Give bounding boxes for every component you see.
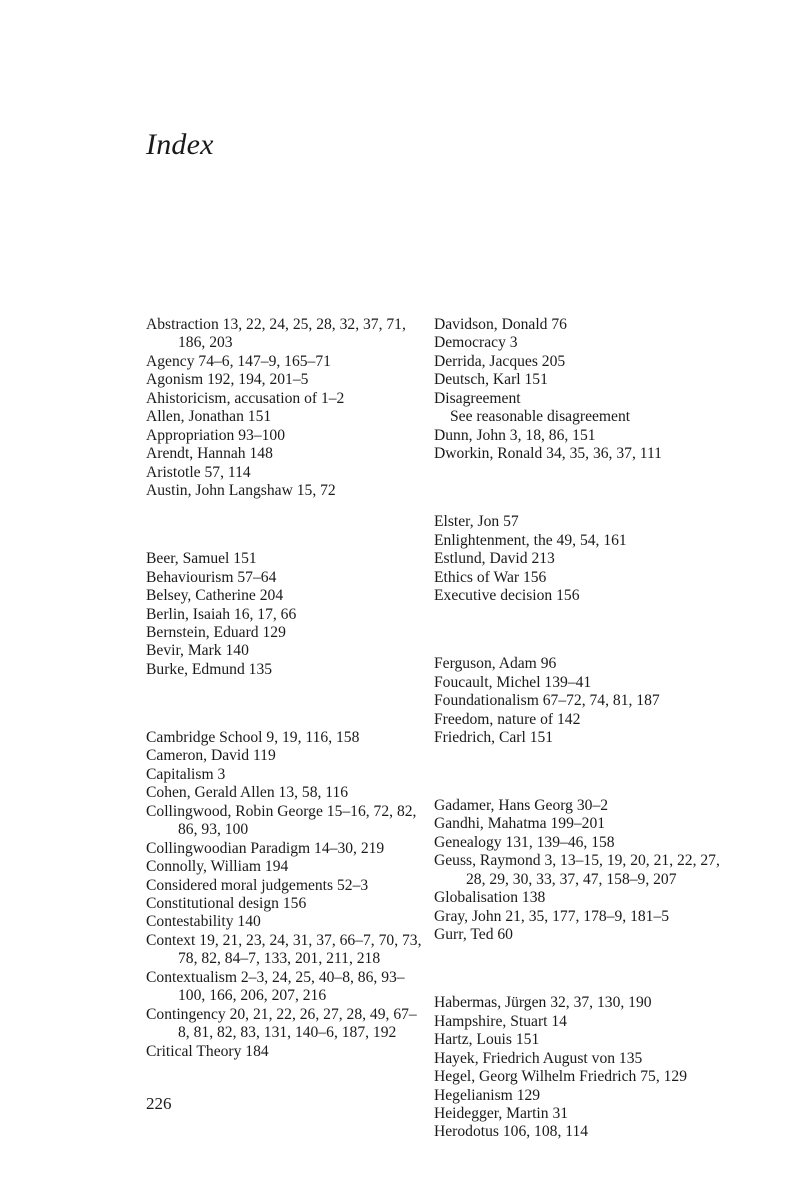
index-entry: Hayek, Friedrich August von 135 — [434, 1049, 643, 1067]
index-entry: Agonism 192, 194, 201–5 — [146, 371, 309, 389]
index-entry: Cameron, David 119 — [146, 747, 276, 765]
index-entry: Democracy 3 — [434, 334, 518, 352]
index-entry: Hegel, Georg Wilhelm Friedrich 75, 129 — [434, 1068, 688, 1086]
letter-group-gap — [434, 621, 734, 639]
letter-group-gap — [434, 960, 734, 978]
index-column-right — [434, 316, 734, 1142]
index-column-left — [146, 316, 422, 1061]
index-entry: Critical Theory 184 — [146, 1042, 269, 1060]
index-entry: Hampshire, Stuart 14 — [434, 1012, 567, 1030]
letter-group-gap — [434, 479, 734, 497]
index-entry: Genealogy 131, 139–46, 158 — [434, 833, 615, 851]
letter-group-gap — [146, 516, 422, 534]
index-entry: Constitutional design 156 — [146, 895, 307, 913]
index-entry: Elster, Jon 57 — [434, 513, 519, 531]
index-entry: Gandhi, Mahatma 199–201 — [434, 815, 606, 833]
index-entry: Derrida, Jacques 205 — [434, 352, 566, 370]
index-entry: Abstraction 13, 22, 24, 25, 28, 32, 37, 71, 186, 203 — [146, 316, 406, 352]
index-entry: Agency 74–6, 147–9, 165–71 — [146, 352, 331, 370]
page-number: 226 — [146, 1094, 172, 1113]
index-entry: Ahistoricism, accusation of 1–2 — [146, 389, 345, 407]
index-entry: Cohen, Gerald Allen 13, 58, 116 — [146, 784, 349, 802]
index-entry: Friedrich, Carl 151 — [434, 728, 554, 746]
index-entry: Beer, Samuel 151 — [146, 550, 257, 568]
index-subentry: See reasonable disagreement — [450, 408, 631, 426]
index-entry: Contextualism 2–3, 24, 25, 40–8, 86, 93–100, 166, 206, 207, 216 — [146, 968, 405, 1005]
index-entry: Ferguson, Adam 96 — [434, 655, 557, 673]
index-entry: Foundationalism 67–72, 74, 81, 187 — [434, 692, 660, 710]
index-entry: Disagreement — [434, 389, 521, 407]
index-entry: Gadamer, Hans Georg 30–2 — [434, 797, 609, 815]
index-entry: Hegelianism 129 — [434, 1086, 541, 1104]
index-entry: Belsey, Catherine 204 — [146, 587, 284, 605]
index-entry: Freedom, nature of 142 — [434, 710, 581, 728]
index-entry: Connolly, William 194 — [146, 858, 289, 876]
index-entry: Herodotus 106, 108, 114 — [434, 1123, 589, 1141]
index-entry: Deutsch, Karl 151 — [434, 371, 548, 389]
index-entry: Dunn, John 3, 18, 86, 151 — [434, 426, 596, 444]
index-entry: Dworkin, Ronald 34, 35, 36, 37, 111 — [434, 445, 662, 463]
letter-group-gap — [146, 695, 422, 713]
letter-group-gap — [434, 763, 734, 781]
page-title: Index — [146, 128, 214, 161]
index-entry: Capitalism 3 — [146, 765, 226, 783]
index-entry: Austin, John Langshaw 15, 72 — [146, 482, 336, 500]
index-entry: Collingwood, Robin George 15–16, 72, 82, 86, 93, 100 — [146, 802, 417, 839]
index-entry: Enlightenment, the 49, 54, 161 — [434, 531, 627, 549]
index-entry: Gray, John 21, 35, 177, 178–9, 181–5 — [434, 907, 670, 925]
index-entry: Allen, Jonathan 151 — [146, 408, 272, 426]
index-entry: Hartz, Louis 151 — [434, 1031, 540, 1049]
index-entry: Appropriation 93–100 — [146, 426, 286, 444]
index-entry: Context 19, 21, 23, 24, 31, 37, 66–7, 70, 73, 78, 82, 84–7, 133, 201, 211, 218 — [146, 931, 422, 968]
index-entry: Aristotle 57, 114 — [146, 463, 251, 481]
index-entry: Contestability 140 — [146, 913, 261, 931]
index-entry: Davidson, Donald 76 — [434, 316, 567, 333]
index-entry: Bernstein, Eduard 129 — [146, 623, 286, 641]
index-entry: Foucault, Michel 139–41 — [434, 673, 592, 691]
index-entry: Arendt, Hannah 148 — [146, 445, 273, 463]
index-entry: Berlin, Isaiah 16, 17, 66 — [146, 605, 297, 623]
index-entry: Collingwoodian Paradigm 14–30, 219 — [146, 839, 385, 857]
index-entry: Bevir, Mark 140 — [146, 642, 249, 660]
index-entry: Estlund, David 213 — [434, 550, 555, 568]
index-entry: Executive decision 156 — [434, 587, 580, 605]
index-entry: Ethics of War 156 — [434, 568, 547, 586]
index-entry: Habermas, Jürgen 32, 37, 130, 190 — [434, 994, 652, 1012]
index-entry: Gurr, Ted 60 — [434, 926, 513, 944]
index-entry: Considered moral judgements 52–3 — [146, 876, 369, 894]
index-entry: Contingency 20, 21, 22, 26, 27, 28, 49, 67–8, 81, 82, 83, 131, 140–6, 187, 192 — [146, 1005, 417, 1042]
index-entry: Heidegger, Martin 31 — [434, 1105, 569, 1122]
index-entry: Globalisation 138 — [434, 889, 546, 907]
index-entry: Burke, Edmund 135 — [146, 660, 273, 678]
index-entry: Geuss, Raymond 3, 13–15, 19, 20, 21, 22, 27, 28, 29, 30, 33, 37, 47, 158–9, 207 — [434, 852, 720, 888]
index-entry: Behaviourism 57–64 — [146, 568, 277, 586]
index-entry: Cambridge School 9, 19, 116, 158 — [146, 728, 360, 746]
